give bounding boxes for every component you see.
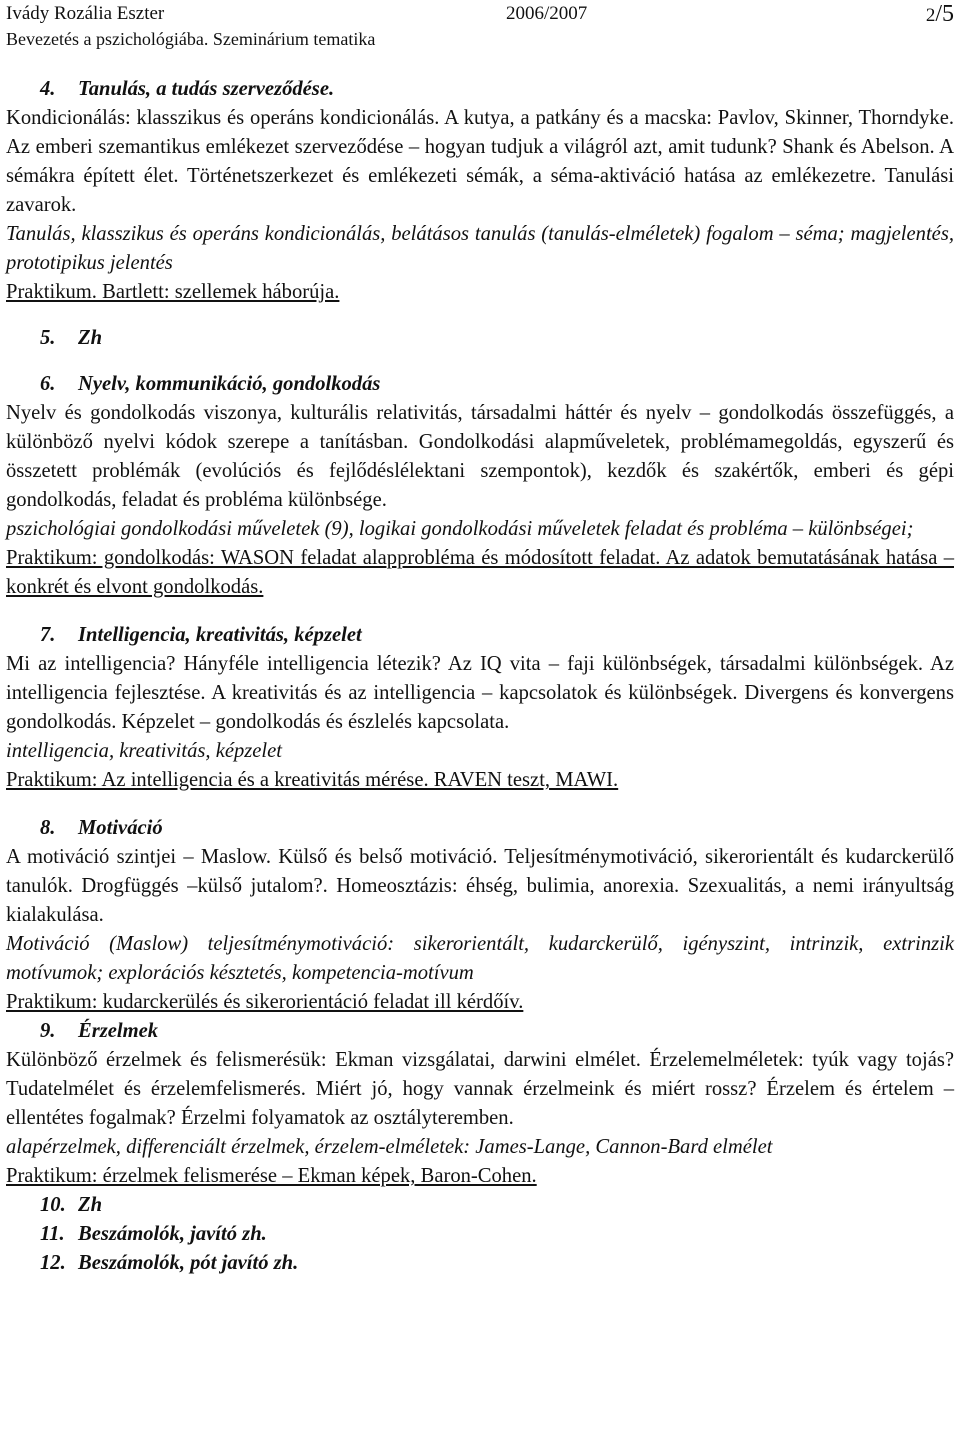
section-practice	[6, 278, 954, 307]
section-title: Intelligencia, kreativitás, képzelet	[78, 624, 362, 646]
section-number: 7.	[40, 624, 56, 646]
section-keywords: pszichológiai gondolkodási műveletek (9), logikai gondolkodási műveletek feladat és probléma – különbségei;	[6, 518, 914, 540]
section-keywords: intelligencia, kreativitás, képzelet	[6, 740, 283, 762]
practice-text: Praktikum: kudarckerülés és sikerorientáció feladat ill kérdőív.	[6, 991, 524, 1013]
section-title: Nyelv, kommunikáció, gondolkodás	[78, 373, 381, 395]
section-number: 4.	[40, 78, 56, 100]
section-practice	[6, 1162, 954, 1191]
section-body: Mi az intelligencia? Hányféle intelligencia létezik? Az IQ vita – faji különbségek, társadalmi különbségek. Az intelligencia fejlesztése. A kreativitás és az intelligencia – kapcsolatok és különbségek. Divergens és konvergens gondolkodás. Képzelet – gondolkodás és észlelés kapcsolata.	[6, 653, 954, 733]
section-heading	[6, 621, 954, 650]
section-heading	[6, 370, 954, 399]
practice-text: Praktikum: érzelmek felismerése – Ekman képek, Baron-Cohen.	[6, 1165, 537, 1187]
section-title: Beszámolók, pót javító zh.	[78, 1252, 299, 1274]
section-number: 5.	[40, 327, 56, 349]
section-practice	[6, 988, 954, 1017]
page-separator: /	[935, 1, 942, 27]
section-keywords: Motiváció (Maslow) teljesítménymotiváció: sikerorientált, kudarckerülő, igényszint, intrinzik, extrinzik motívumok; explorációs késztetés, kompetencia-motívum	[6, 933, 954, 984]
section-heading	[6, 75, 954, 104]
section-heading	[6, 814, 954, 843]
section-heading	[6, 1220, 954, 1249]
page-total: 5	[942, 1, 954, 27]
section-heading	[6, 324, 954, 353]
section-number: 6.	[40, 373, 56, 395]
section-number: 11.	[40, 1223, 65, 1245]
section-keywords: alapérzelmek, differenciált érzelmek, érzelem-elméletek: James-Lange, Cannon-Bard elmélet	[6, 1136, 773, 1158]
header-year: 2006/2007	[506, 3, 588, 24]
page-current: 2	[925, 5, 936, 26]
section-body: Különböző érzelmek és felismerésük: Ekman vizsgálatai, darwini elmélet. Érzelemelméletek: tyúk vagy tojás? Tudatelmélet és érzelemfelismerés. Miért jó, hogy vannak érzelmeink és miért rossz? Érzelem és értelem – ellentétes fogalmak? Érzelmi folyamatok az osztályteremben.	[6, 1049, 954, 1129]
section-title: Motiváció	[78, 817, 163, 839]
section-number: 10.	[40, 1194, 66, 1216]
header-author: Ivády Rozália Eszter	[6, 3, 165, 24]
section-body: Kondicionálás: klasszikus és operáns kondicionálás. A kutya, a patkány és a macska: Pavlov, Skinner, Thorndyke. Az emberi szemantikus emlékezet szerveződése – hogyan tudjuk a világról azt, amit tudunk? Shank és Abelson. A sémákra épített élet. Történetszerkezet és emlékezeti sémák, a séma-aktiváció hatása az emlékezetre. Tanulási zavarok.	[6, 107, 954, 216]
section-practice	[6, 544, 954, 602]
section-title: Zh	[78, 327, 103, 349]
section-number: 12.	[40, 1252, 66, 1274]
section-title: Tanulás, a tudás szerveződése.	[78, 78, 335, 100]
section-title: Beszámolók, javító zh.	[78, 1223, 267, 1245]
section-keywords: Tanulás, klasszikus és operáns kondicionálás, belátásos tanulás (tanulás-elméletek) fogalom – séma; magjelentés, prototipikus jelentés	[6, 223, 954, 274]
page-number	[926, 3, 954, 27]
section-title: Érzelmek	[78, 1020, 159, 1042]
section-title: Zh	[78, 1194, 103, 1216]
section-heading	[6, 1249, 954, 1278]
practice-text: Praktikum: Az intelligencia és a kreativitás mérése. RAVEN teszt, MAWI.	[6, 769, 619, 791]
section-practice	[6, 766, 954, 795]
practice-text: Praktikum. Bartlett: szellemek háborúja.	[6, 281, 340, 303]
practice-text: Praktikum: gondolkodás: WASON feladat alapprobléma és módosított feladat. Az adatok bemutatásának hatása – konkrét és elvont gondolkodás.	[6, 547, 954, 598]
section-body: Nyelv és gondolkodás viszonya, kulturális relativitás, társadalmi háttér és nyelv – gondolkodás összefüggés, a különböző nyelvi kódok szerepe a tanításban. Gondolkodási alapműveletek, problémamegoldás, egyszerű és összetett problémák (evolúciós és fejlődéslélektani szempontok), kezdők és szakértők, emberi és gépi gondolkodás, feladat és probléma különbsége.	[6, 402, 954, 511]
section-heading	[6, 1017, 954, 1046]
section-number: 8.	[40, 817, 56, 839]
section-body: A motiváció szintjei – Maslow. Külső és belső motiváció. Teljesítménymotiváció, sikerorientált és kudarckerülő tanulók. Drogfüggés –külső jutalom?. Homeosztázis: éhség, bulimia, anorexia. Szexualitás, a nemi irányultság kialakulása.	[6, 846, 954, 926]
section-heading	[6, 1191, 954, 1220]
section-number: 9.	[40, 1020, 56, 1042]
syllabus-content	[6, 75, 954, 1278]
header-subtitle: Bevezetés a pszichológiába. Szeminárium tematika	[6, 29, 376, 49]
